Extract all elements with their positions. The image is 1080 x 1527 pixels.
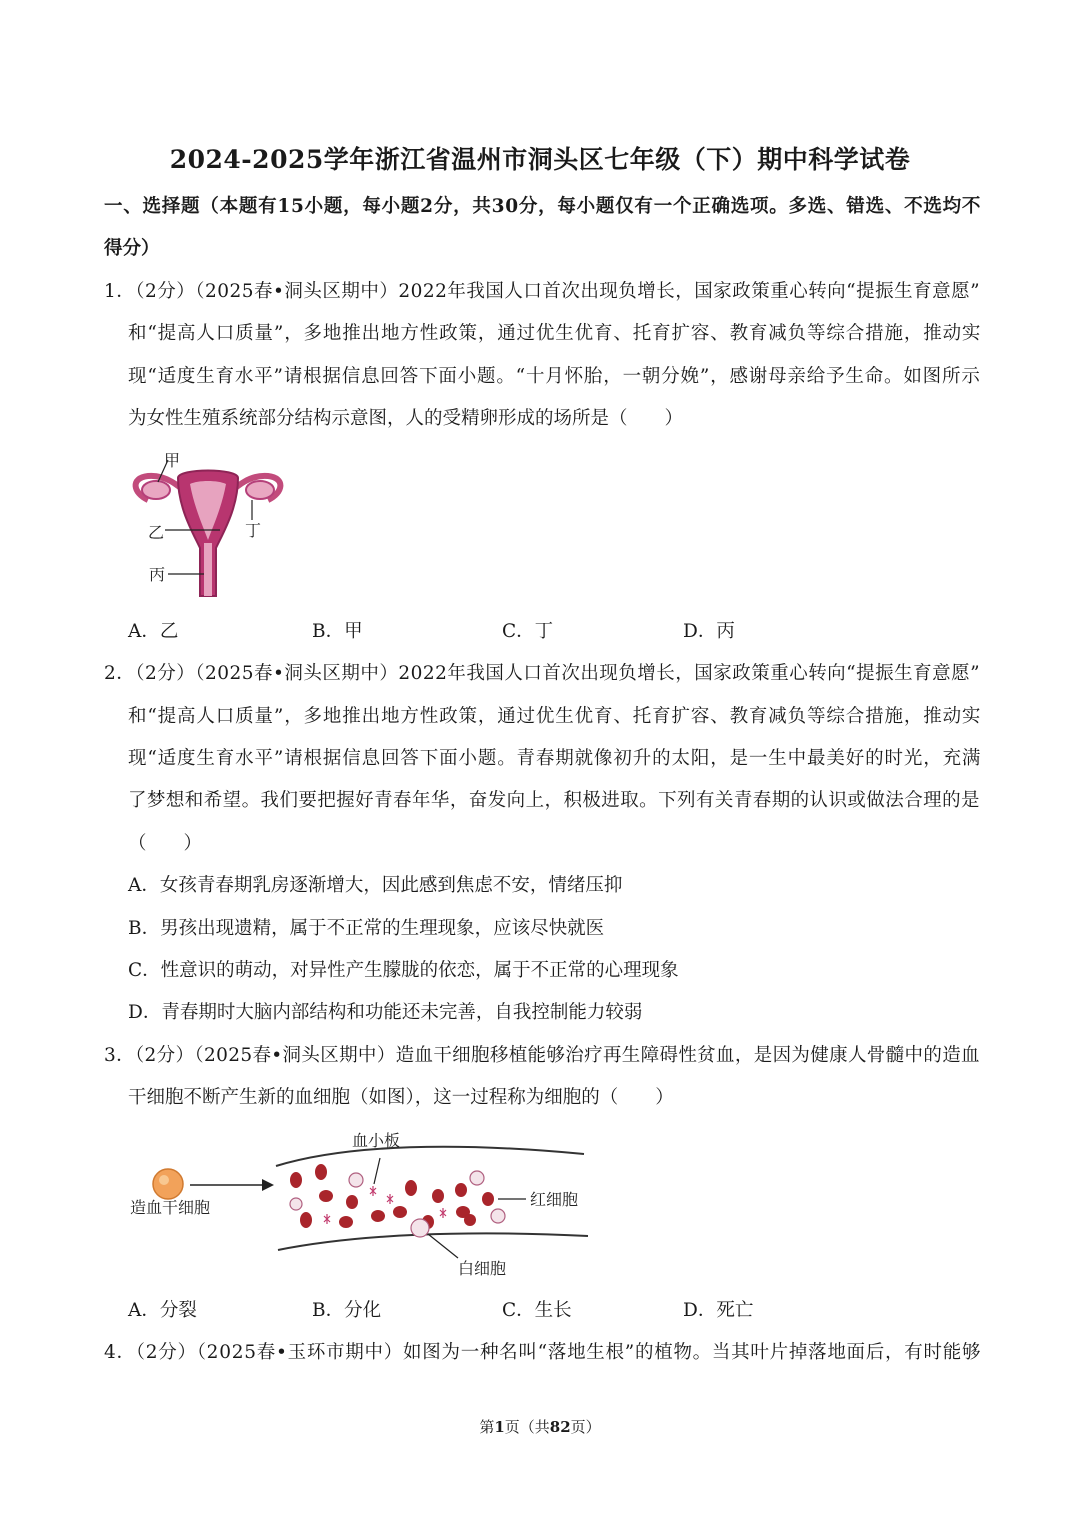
q1-line-1: 1．（2分）（2025春•洞头区期中）2022年我国人口首次出现负增长，国家政策重心转向“提振生育意愿” [104, 281, 981, 302]
stem-cell-shape [153, 1169, 183, 1199]
q1-option-a: A．乙 [128, 621, 179, 642]
q2-line-1: 2．（2分）（2025春•洞头区期中）2022年我国人口首次出现负增长，国家政策重心转向“提振生育意愿” [104, 663, 981, 684]
footer-pre: 第 [479, 1418, 495, 1436]
label-stem-cell: 造血干细胞 [130, 1198, 211, 1217]
section-heading: 一、选择题（本题有15小题，每小题2分，共30分，每小题仅有一个正确选项。多选、错选、不选均不 [104, 196, 982, 217]
page-number: 1 [494, 1418, 505, 1436]
q1-line-3: 现“适度生育水平”请根据信息回答下面小题。“十月怀胎，一朝分娩”，感谢母亲给予生命。如图所示 [128, 366, 981, 387]
q1-line-2: 和“提高人口质量”，多地推出地方性政策，通过优生优育、托育扩容、教育减负等综合措施，推动实 [128, 323, 982, 344]
q3-line-1: 3．（2分）（2025春•洞头区期中）造血干细胞移植能够治疗再生障碍性贫血，是因为健康人骨髓中的造血 [104, 1045, 980, 1066]
q1-line-4: 为女性生殖系统部分结构示意图，人的受精卵形成的场所是（ ） [128, 408, 684, 429]
q2-line-2: 和“提高人口质量”，多地推出地方性政策，通过优生优育、托育扩容、教育减负等综合措施，推动实 [128, 706, 982, 727]
label-white-cell: 白细胞 [458, 1259, 507, 1278]
q3-line-2: 干细胞不断产生新的血细胞（如图），这一过程称为细胞的（ ） [128, 1087, 674, 1108]
label-yi: 乙 [148, 523, 165, 542]
page-footer [0, 1416, 1080, 1437]
q2-option-d: D．青春期时大脑内部结构和功能还未完善，自我控制能力较弱 [128, 1002, 643, 1023]
label-platelet: 血小板 [352, 1131, 401, 1150]
q2-line-4: 了梦想和希望。我们要把握好青春年华，奋发向上，积极进取。下列有关青春期的认识或做法合理的是 [128, 790, 980, 811]
footer-mid: 页（共 [504, 1418, 550, 1436]
total-pages: 82 [549, 1418, 571, 1436]
q2-option-a: A．女孩青春期乳房逐渐增大，因此感到焦虑不安，情绪压抑 [128, 875, 623, 896]
white-blood-cells [290, 1171, 505, 1237]
q2-option-b: B．男孩出现遗精，属于不正常的生理现象，应该尽快就医 [128, 918, 605, 939]
ovary-right-shape [246, 481, 274, 499]
q1-option-c: C．丁 [502, 621, 554, 642]
label-bing: 丙 [149, 565, 166, 584]
q3-option-a: A．分裂 [128, 1300, 197, 1321]
vagina-shape [204, 543, 212, 596]
footer-post: 页） [570, 1418, 601, 1436]
blood-cell-figure [128, 1124, 594, 1284]
page-title: 2024-2025学年浙江省温州市洞头区七年级（下）期中科学试卷 [169, 145, 911, 174]
ovary-left-shape [142, 481, 170, 499]
label-red-cell: 红细胞 [530, 1190, 579, 1209]
q2-line-5: （ ） [128, 833, 203, 854]
label-jia: 甲 [164, 451, 181, 470]
section-heading-cont: 得分） [104, 238, 160, 259]
label-ding: 丁 [245, 521, 262, 540]
q1-option-d: D．丙 [683, 621, 735, 642]
q2-option-c: C．性意识的萌动，对异性产生朦胧的依恋，属于不正常的心理现象 [128, 960, 679, 981]
q2-line-3: 现“适度生育水平”请根据信息回答下面小题。青春期就像初升的太阳，是一生中最美好的时光，充满 [128, 748, 982, 769]
female-reproductive-figure [128, 448, 288, 602]
q3-option-d: D．死亡 [683, 1300, 754, 1321]
q4-line-1: 4．（2分）（2025春•玉环市期中）如图为一种名叫“落地生根”的植物。当其叶片掉落地面后，有时能够 [104, 1342, 982, 1363]
q3-option-c: C．生长 [502, 1300, 572, 1321]
q1-option-b: B．甲 [312, 621, 363, 642]
q3-option-b: B．分化 [312, 1300, 382, 1321]
